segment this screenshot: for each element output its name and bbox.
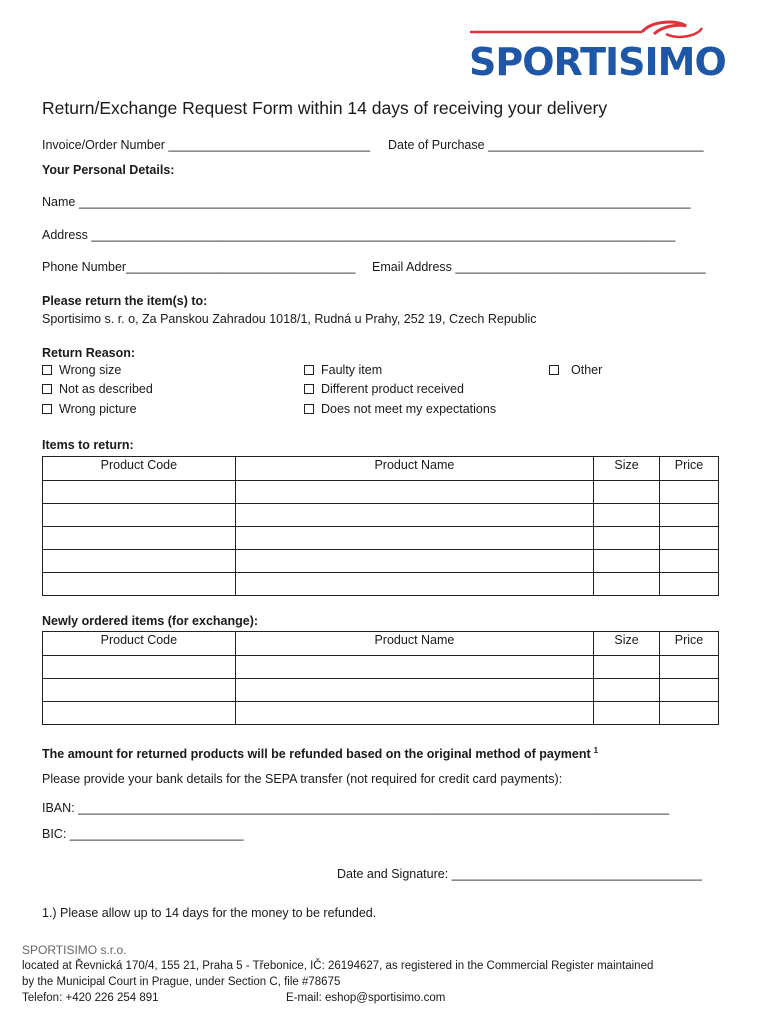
footer-address-line1: located at Řevnická 170/4, 155 21, Praha 5 - Třebonice, IČ: 26194627, as registered in the Commercial Register maintained (22, 960, 654, 972)
reason-different-product[interactable] (304, 382, 464, 396)
logo-text: SPORTISIMO (469, 40, 726, 84)
table-cell[interactable] (235, 550, 593, 573)
table-header-row (43, 632, 719, 656)
checkbox[interactable] (42, 404, 52, 414)
reason-label: Other (571, 363, 603, 377)
table-cell[interactable] (43, 527, 236, 550)
table-cell[interactable] (235, 504, 593, 527)
sportisimo-logo (466, 18, 726, 90)
table-cell[interactable] (235, 481, 593, 504)
table-cell[interactable] (43, 481, 236, 504)
invoice-field[interactable]: Invoice/Order Number _____________________________ (42, 138, 371, 152)
table-row (43, 573, 719, 596)
checkbox[interactable] (549, 365, 559, 375)
column-header: Product Code (43, 457, 236, 481)
table-row (43, 702, 719, 725)
table-cell[interactable] (594, 481, 660, 504)
column-header: Price (660, 457, 719, 481)
exchange-items-table (42, 631, 719, 725)
iban-field[interactable]: IBAN: _____________________________________________________________________________________ (42, 801, 670, 815)
date-of-purchase-field[interactable]: Date of Purchase _______________________________ (388, 138, 704, 152)
table-cell[interactable] (594, 656, 660, 679)
table-cell[interactable] (43, 573, 236, 596)
table-cell[interactable] (235, 527, 593, 550)
return-reason-heading: Return Reason: (42, 346, 136, 360)
phone-field[interactable]: Phone Number_________________________________ (42, 260, 356, 274)
reason-label: Does not meet my expectations (321, 402, 497, 416)
table-cell[interactable] (594, 702, 660, 725)
refund-note: 1.) Please allow up to 14 days for the money to be refunded. (42, 906, 377, 920)
table-row (43, 481, 719, 504)
table-cell[interactable] (594, 550, 660, 573)
bank-details-instruction: Please provide your bank details for the SEPA transfer (not required for credit card payments): (42, 772, 563, 786)
footnote-marker: 1 (593, 746, 599, 755)
refund-heading (42, 746, 598, 761)
checkbox[interactable] (42, 384, 52, 394)
table-cell[interactable] (43, 702, 236, 725)
reason-wrong-picture[interactable] (42, 402, 137, 416)
table-cell[interactable] (660, 527, 719, 550)
column-header: Price (660, 632, 719, 656)
date-signature-field[interactable]: Date and Signature: ____________________________________ (337, 867, 702, 881)
reason-not-meet-expectations[interactable] (304, 402, 496, 416)
table-cell[interactable] (660, 573, 719, 596)
table-cell[interactable] (660, 702, 719, 725)
footer-company: SPORTISIMO s.r.o. (22, 943, 127, 957)
reason-wrong-size[interactable] (42, 363, 121, 377)
personal-details-heading: Your Personal Details: (42, 163, 175, 177)
table-cell[interactable] (660, 504, 719, 527)
table-cell[interactable] (43, 504, 236, 527)
reason-other[interactable] (549, 363, 602, 377)
refund-heading-text: The amount for returned products will be refunded based on the original method of payment (42, 747, 591, 762)
footer-email: E-mail: eshop@sportisimo.com (286, 992, 446, 1004)
column-header: Product Name (235, 632, 593, 656)
checkbox[interactable] (304, 384, 314, 394)
table-cell[interactable] (660, 656, 719, 679)
address-field[interactable]: Address ____________________________________________________________________________________ (42, 228, 676, 242)
table-cell[interactable] (43, 679, 236, 702)
footer-address-line2: by the Municipal Court in Prague, under Section C, file #78675 (22, 976, 341, 988)
reason-label: Wrong picture (59, 402, 137, 416)
table-cell[interactable] (43, 656, 236, 679)
table-cell[interactable] (660, 679, 719, 702)
return-address: Sportisimo s. r. o, Za Panskou Zahradou 1018/1, Rudná u Prahy, 252 19, Czech Republic (42, 312, 537, 326)
form-title: Return/Exchange Request Form within 14 days of receiving your delivery (42, 98, 608, 118)
checkbox[interactable] (304, 365, 314, 375)
reason-faulty-item[interactable] (304, 363, 382, 377)
bic-field[interactable]: BIC: _________________________ (42, 827, 244, 841)
table-cell[interactable] (235, 679, 593, 702)
column-header: Size (594, 457, 660, 481)
exchange-items-heading: Newly ordered items (for exchange): (42, 614, 259, 628)
table-row (43, 550, 719, 573)
table-row (43, 527, 719, 550)
table-cell[interactable] (660, 481, 719, 504)
reason-not-as-described[interactable] (42, 382, 153, 396)
table-cell[interactable] (594, 527, 660, 550)
table-cell[interactable] (594, 679, 660, 702)
email-field[interactable]: Email Address ____________________________________ (372, 260, 706, 274)
table-cell[interactable] (235, 702, 593, 725)
table-cell[interactable] (235, 656, 593, 679)
checkbox[interactable] (304, 404, 314, 414)
table-cell[interactable] (43, 550, 236, 573)
table-cell[interactable] (594, 504, 660, 527)
name-field[interactable]: Name ________________________________________________________________________________________ (42, 195, 691, 209)
items-to-return-table (42, 456, 719, 596)
reason-label: Wrong size (59, 363, 122, 377)
footer-phone: Telefon: +420 226 254 891 (22, 992, 159, 1004)
table-cell[interactable] (660, 550, 719, 573)
table-row (43, 679, 719, 702)
checkbox[interactable] (42, 365, 52, 375)
reason-label: Different product received (321, 382, 464, 396)
return-to-heading: Please return the item(s) to: (42, 294, 208, 308)
table-header-row (43, 457, 719, 481)
column-header: Product Name (235, 457, 593, 481)
items-to-return-heading: Items to return: (42, 438, 134, 452)
table-cell[interactable] (594, 573, 660, 596)
table-row (43, 656, 719, 679)
table-cell[interactable] (235, 573, 593, 596)
table-row (43, 504, 719, 527)
column-header: Size (594, 632, 660, 656)
column-header: Product Code (43, 632, 236, 656)
reason-label: Faulty item (321, 363, 383, 377)
reason-label: Not as described (59, 382, 153, 396)
